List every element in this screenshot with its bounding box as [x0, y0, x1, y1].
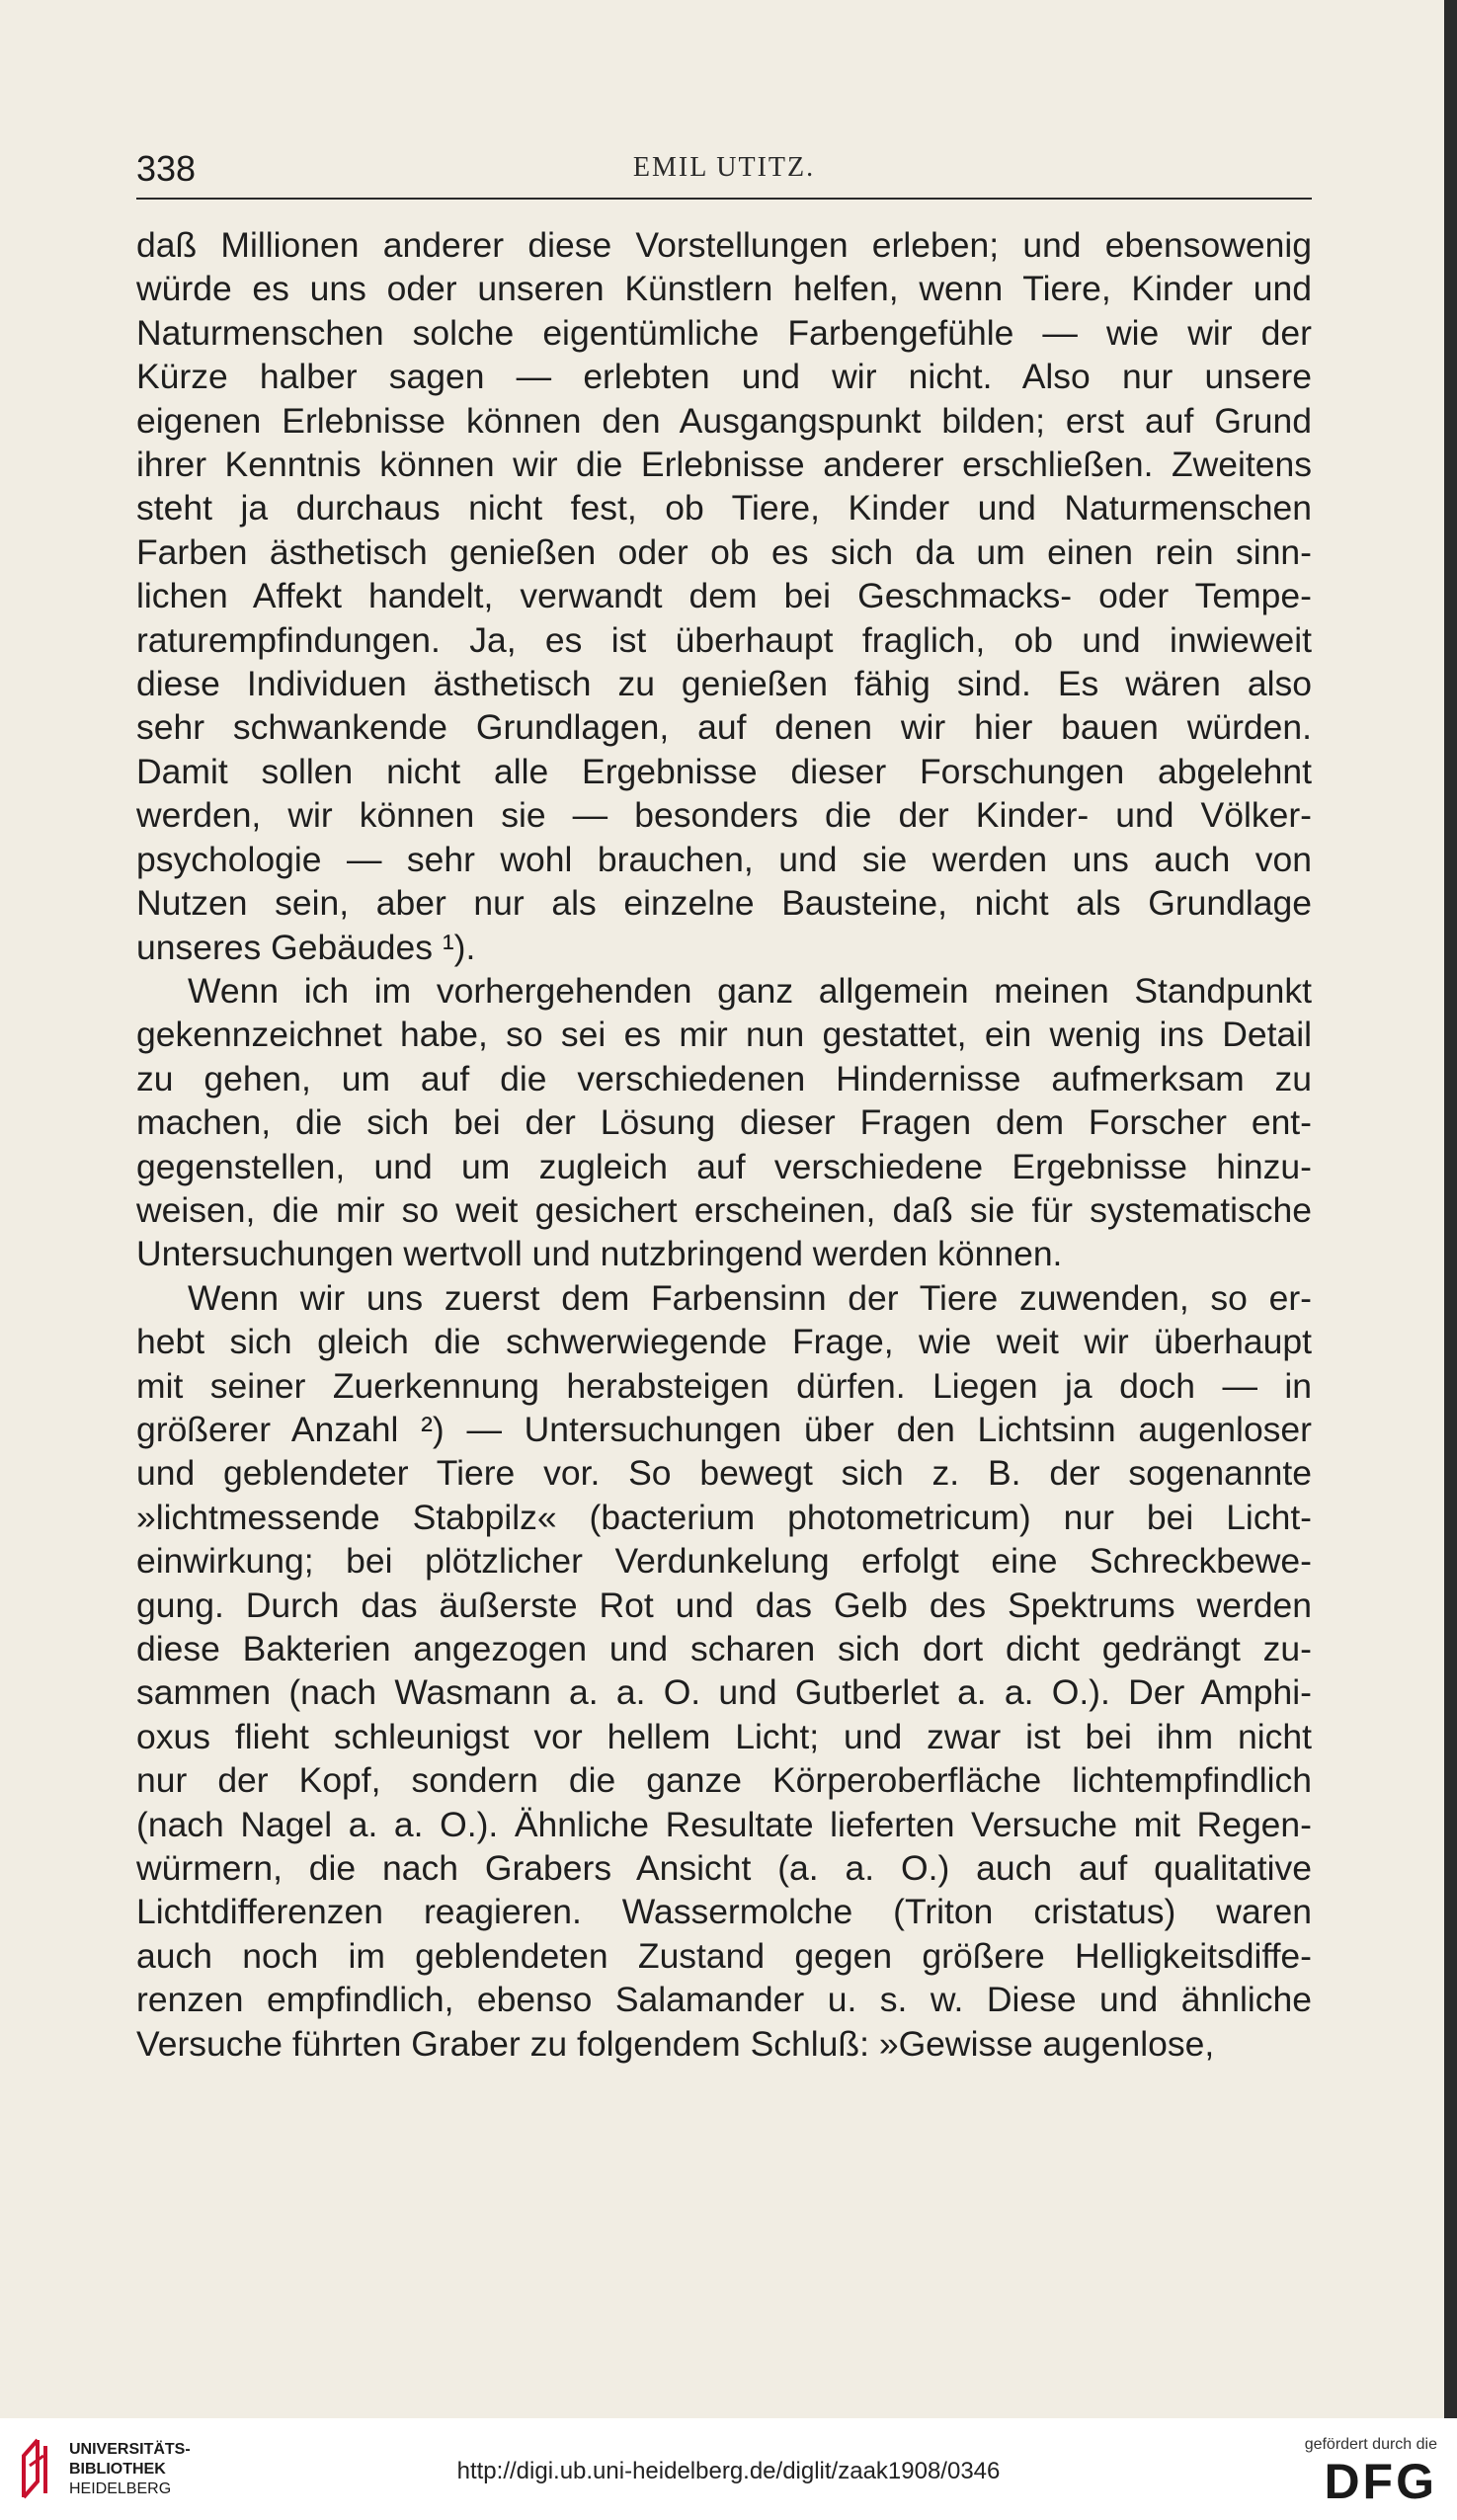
funding-block [1305, 2436, 1437, 2509]
header-rule [136, 198, 1312, 200]
text-line: größerer Anzahl ²) — Untersuchungen über den Lichtsinn augenloser [136, 1409, 1312, 1449]
text-line: Wenn ich im vorhergehenden ganz allgemein meinen Standpunkt [188, 970, 1312, 1011]
footer-bar [0, 2418, 1457, 2520]
body-text [136, 223, 1312, 2066]
page-header [136, 148, 1312, 203]
text-line: diese Bakterien angezogen und scharen sich dort dicht gedrängt zu- [136, 1629, 1312, 1668]
text-line: gung. Durch das äußerste Rot und das Gelb des Spektrums werden [136, 1585, 1312, 1625]
text-line: unseres Gebäudes ¹). [136, 927, 476, 967]
text-line: Wenn wir uns zuerst dem Farbensinn der Tiere zuwenden, so er- [188, 1277, 1312, 1318]
text-line: lichen Affekt handelt, verwandt dem bei Geschmacks- oder Tempe- [136, 576, 1312, 616]
text-line: Versuche führten Graber zu folgendem Schluß: »Gewisse augenlose, [136, 2023, 1215, 2064]
text-line: machen, die sich bei der Lösung dieser Fragen dem Forscher ent- [136, 1102, 1312, 1143]
text-line: einwirkung; bei plötzlicher Verdunkelung erfolgt eine Schreckbewe- [136, 1541, 1312, 1582]
text-line: Naturmenschen solche eigentümliche Farbengefühle — wie wir der [136, 312, 1312, 353]
text-line: Damit sollen nicht alle Ergebnisse dieser Forschungen abgelehnt [136, 751, 1312, 791]
text-line: werden, wir können sie — besonders die der Kinder- und Völker- [136, 795, 1312, 836]
text-line: ihrer Kenntnis können wir die Erlebnisse anderer erschließen. Zweitens [136, 445, 1312, 485]
text-line: (nach Nagel a. a. O.). Ähnliche Resultate lieferten Versuche mit Regen- [136, 1804, 1312, 1844]
library-name-line1: UNIVERSITÄTS- [69, 2441, 191, 2458]
text-line: Farben ästhetisch genießen oder ob es sich da um einen rein sinn- [136, 531, 1312, 572]
text-line: und geblendeter Tiere vor. So bewegt sich z. B. der sogenannte [136, 1453, 1312, 1494]
text-line: mit seiner Zuerkennung herabsteigen dürfen. Liegen ja doch — in [136, 1365, 1312, 1406]
text-line: »lichtmessende Stabpilz« (bacterium photometricum) nur bei Licht- [136, 1497, 1312, 1537]
text-line: Lichtdifferenzen reagieren. Wassermolche (Triton cristatus) waren [136, 1892, 1312, 1932]
library-name-line3: HEIDELBERG [69, 2480, 172, 2497]
text-line: weisen, die mir so weit gesichert erscheinen, daß sie für systematische [136, 1189, 1312, 1230]
dfg-logo: DFG [1324, 2454, 1437, 2509]
text-line: psychologie — sehr wohl brauchen, und sie werden uns auch von [136, 839, 1312, 879]
text-line: gegenstellen, und um zugleich auf verschiedene Ergebnisse hinzu- [136, 1146, 1312, 1186]
text-line: steht ja durchaus nicht fest, ob Tiere, Kinder und Naturmenschen [136, 488, 1312, 528]
text-line: gekennzeichnet habe, so sei es mir nun gestattet, ein wenig ins Detail [136, 1015, 1312, 1055]
text-line: Kürze halber sagen — erlebten und wir nicht. Also nur unsere [136, 357, 1312, 397]
permalink-url[interactable]: http://digi.ub.uni-heidelberg.de/diglit/zaak1908/0346 [456, 2458, 1001, 2484]
text-line: würde es uns oder unseren Künstlern helfen, wenn Tiere, Kinder und [136, 269, 1312, 309]
text-line: zu gehen, um auf die verschiedenen Hindernisse aufmerksam zu [136, 1058, 1312, 1098]
paragraph [136, 969, 1312, 1276]
text-line: Untersuchungen wertvoll und nutzbringend werden können. [136, 1234, 1063, 1274]
text-line: sammen (nach Wasmann a. a. O. und Gutberlet a. a. O.). Der Amphi- [136, 1672, 1312, 1713]
page-number: 338 [136, 148, 197, 189]
text-line: daß Millionen anderer diese Vorstellungen erleben; und ebensowenig [136, 225, 1312, 265]
text-line: eigenen Erlebnisse können den Ausgangspunkt bilden; erst auf Grund [136, 400, 1312, 441]
paragraph [136, 1276, 1312, 2066]
text-line: renzen empfindlich, ebenso Salamander u. s. w. Diese und ähnliche [136, 1980, 1312, 2020]
text-line: nur der Kopf, sondern die ganze Körperoberfläche lichtempfindlich [136, 1760, 1312, 1801]
text-line: auch noch im geblendeten Zustand gegen größere Helligkeitsdiffe- [136, 1935, 1312, 1976]
text-line: Nutzen sein, aber nur als einzelne Bausteine, nicht als Grundlage [136, 883, 1312, 924]
running-head: EMIL UTITZ. [632, 152, 816, 183]
paragraph [136, 223, 1312, 969]
funding-label: gefördert durch die [1304, 2436, 1437, 2453]
text-line: sehr schwankende Grundlagen, auf denen wir hier bauen würden. [136, 707, 1312, 748]
text-line: oxus flieht schleunigst vor hellem Licht; und zwar ist bei ihm nicht [136, 1716, 1312, 1756]
library-name-line2: BIBLIOTHEK [69, 2461, 166, 2478]
text-line: diese Individuen ästhetisch zu genießen fähig sind. Es wären also [136, 664, 1312, 704]
scan-edge [1444, 0, 1457, 2418]
text-line: würmern, die nach Grabers Ansicht (a. a. O.) auch auf qualitative [136, 1848, 1312, 1889]
text-line: raturempfindungen. Ja, es ist überhaupt fraglich, ob und inwieweit [136, 619, 1312, 660]
text-line: hebt sich gleich die schwerwiegende Frage, wie weit wir überhaupt [136, 1322, 1312, 1362]
